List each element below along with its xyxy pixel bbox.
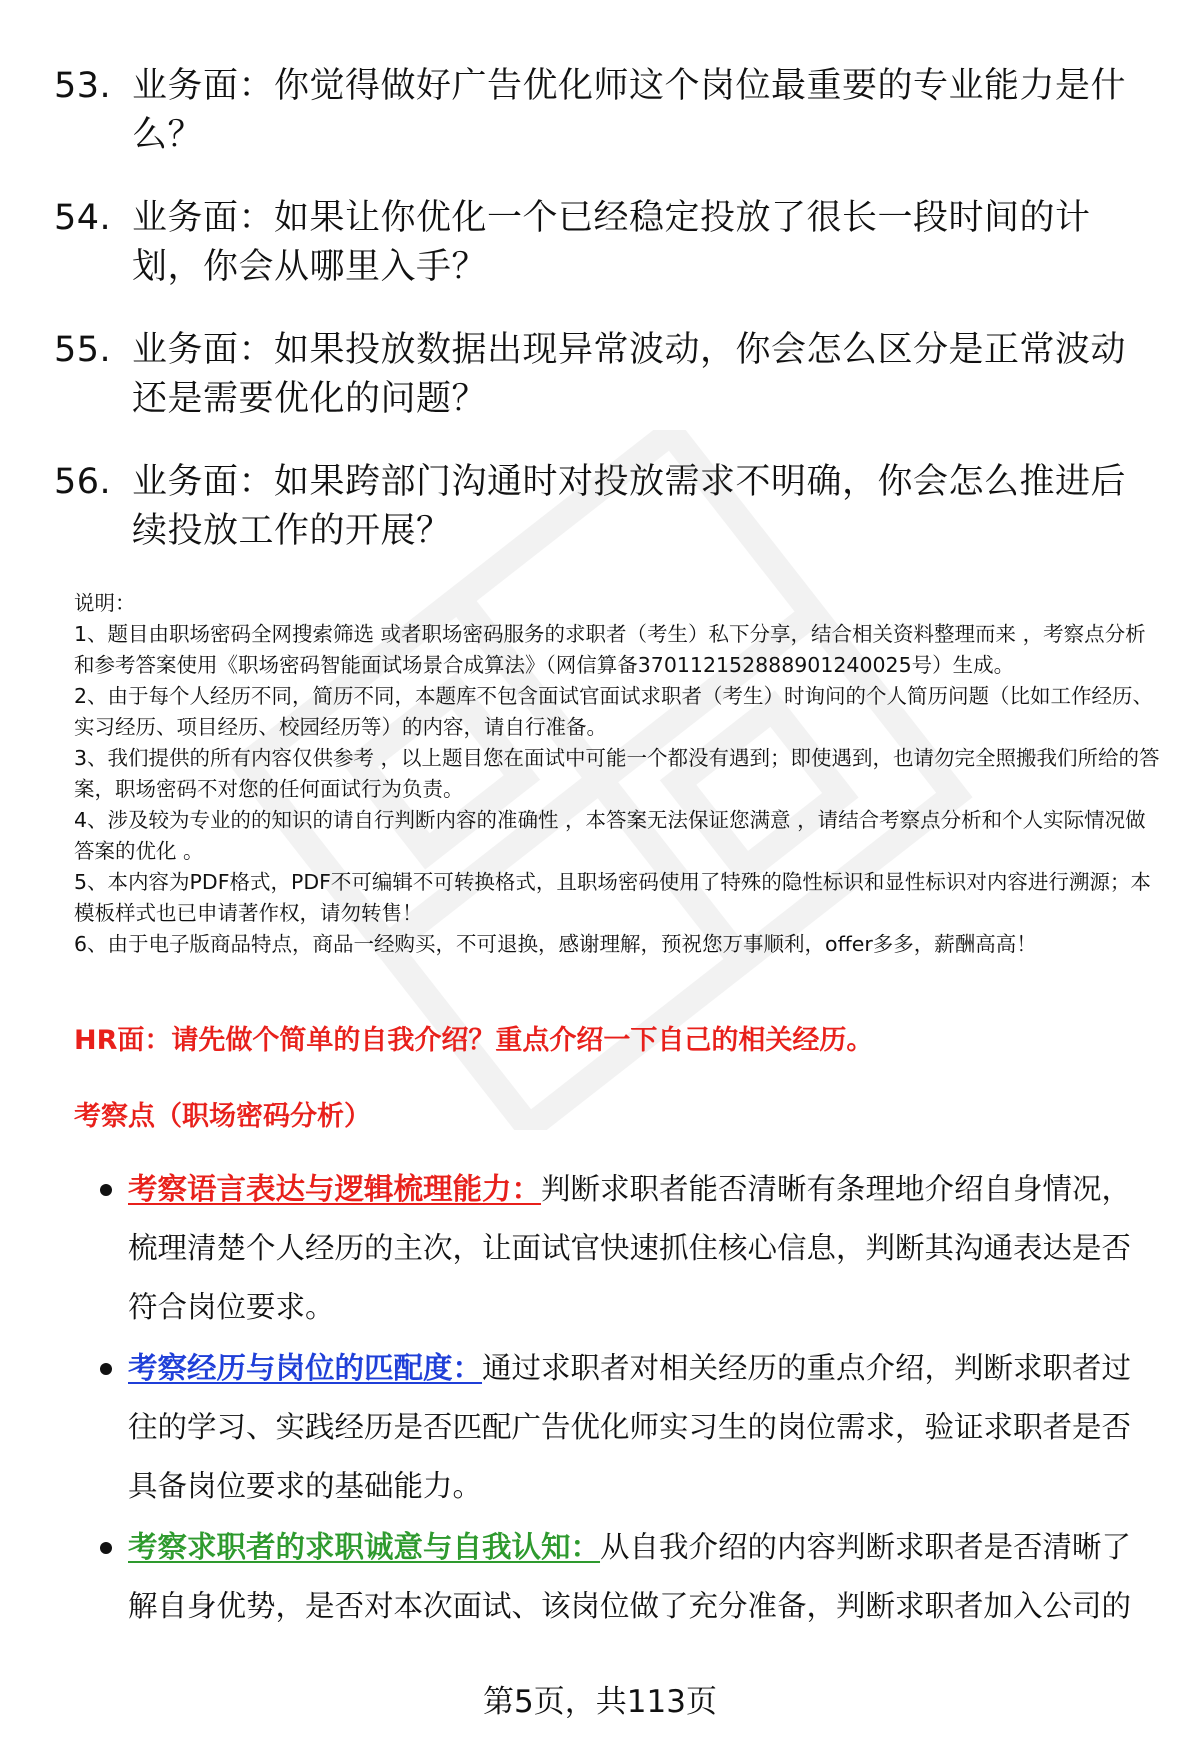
question-item [54,326,1154,424]
point-keyword: 考察语言表达与逻辑梳理能力： [128,1172,542,1206]
note-item: 6、由于电子版商品特点，商品一经购买，不可退换，感谢理解，预祝您万事顺利，offer多多，薪酬高高！ [74,932,1037,956]
question-number: 56. [54,462,112,502]
analysis-heading: 考察点（职场密码分析） [74,1101,371,1132]
bullet-icon [96,1518,128,1636]
page-footer: 第5页，共113页 [483,1684,717,1720]
point-text: 判断求职者能否清晰有条理地介绍自身情况，梳理清楚个人经历的主次，让面试官快速抓住核心信息，判断其沟通表达是否符合岗位要求。 [128,1172,1132,1324]
note-item: 2、由于每个人经历不同，简历不同，本题库不包含面试官面试求职者（考生）时询问的个人简历问题（比如工作经历、实习经历、项目经历、校园经历等）的内容，请自行准备。 [74,684,1154,739]
note-item: 5、本内容为PDF格式，PDF不可编辑不可转换格式，且职场密码使用了特殊的隐性标识和显性标识对内容进行溯源；本模板样式也已申请著作权，请勿转售！ [74,870,1151,925]
analysis-points [96,1160,1146,1638]
bullet-icon [96,1339,128,1516]
notes-heading: 说明： [74,591,136,615]
analysis-point [96,1339,1146,1516]
question-text: 业务面：你觉得做好广告优化师这个岗位最重要的专业能力是什么？ [132,66,1127,155]
point-text: 从自我介绍的内容判断求职者是否清晰了解自身优势，是否对本次面试、该岗位做了充分准备，判断求职者加入公司的 [128,1530,1132,1623]
bullet-icon [96,1160,128,1337]
question-text: 业务面：如果投放数据出现异常波动，你会怎么区分是正常波动还是需要优化的问题？ [132,330,1127,419]
question-item [54,458,1154,556]
question-number: 53. [54,66,112,106]
question-item [54,194,1154,292]
note-item: 3、我们提供的所有内容仅供参考 ，以上题目您在面试中可能一个都没有遇到；即使遇到，也请勿完全照搬我们所给的答案，职场密码不对您的任何面试行为负责。 [74,746,1160,801]
question-number: 54. [54,198,112,238]
analysis-point [96,1518,1146,1636]
question-text: 业务面：如果跨部门沟通时对投放需求不明确，你会怎么推进后续投放工作的开展？ [132,462,1127,551]
question-item [54,62,1154,160]
notes-section [74,588,1164,960]
question-list [54,62,1154,590]
hr-question-heading: HR面：请先做个简单的自我介绍？重点介绍一下自己的相关经历。 [74,1025,874,1056]
analysis-point [96,1160,1146,1337]
note-item: 1、题目由职场密码全网搜索筛选 或者职场密码服务的求职者（考生）私下分享，结合相关资料整理而来 ，考察点分析和参考答案使用《职场密码智能面试场景合成算法》（网信算备370112152888901240025号）生成。 [74,622,1146,677]
question-number: 55. [54,330,112,370]
point-text: 通过求职者对相关经历的重点介绍，判断求职者过往的学习、实践经历是否匹配广告优化师实习生的岗位需求，验证求职者是否具备岗位要求的基础能力。 [128,1351,1132,1503]
question-text: 业务面：如果让你优化一个已经稳定投放了很长一段时间的计划，你会从哪里入手？ [132,198,1091,287]
note-item: 4、涉及较为专业的的知识的请自行判断内容的准确性 ，本答案无法保证您满意 ，请结合考察点分析和个人实际情况做答案的优化 。 [74,808,1146,863]
point-keyword: 考察经历与岗位的匹配度： [128,1351,483,1385]
point-keyword: 考察求职者的求职诚意与自我认知： [128,1530,601,1564]
